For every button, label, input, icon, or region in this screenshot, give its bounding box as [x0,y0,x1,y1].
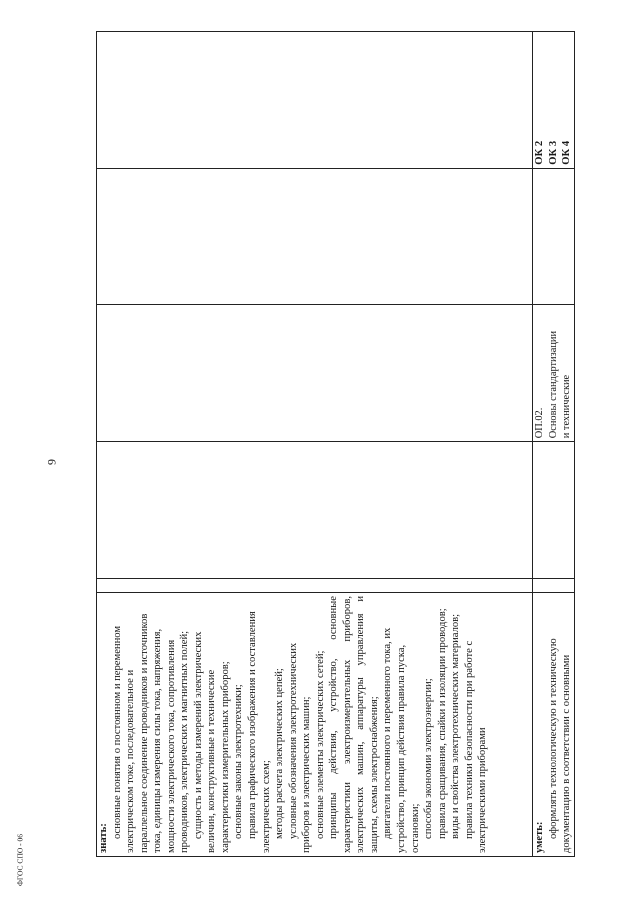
empty-cell [97,168,533,305]
knowledge-line: тока, единицы измерения силы тока, напряжения, [152,628,164,853]
table-row [533,32,575,857]
knowledge-heading: знать: [98,823,109,853]
knowledge-line: электрических машин, аппаратуры управления и [355,596,367,853]
knowledge-line: виды и свойства электротехнических материалов; [450,613,462,839]
discipline-code: ОП.02. [534,407,545,439]
knowledge-line: приборов и электрических машин; [301,696,313,853]
curriculum-table [96,31,573,857]
competency-code: ОК 2 [534,140,545,165]
competency-code: ОК 3 [547,140,559,165]
discipline-cell [533,305,575,442]
discipline-name: Основы стандартизации [547,330,559,439]
knowledge-line: основные элементы электрических сетей; [314,650,326,839]
discipline-name: и технические [561,374,573,439]
knowledge-line: основные законы электротехники; [233,684,245,839]
knowledge-line: защиты, схемы электроснабжения; [368,696,380,853]
competency-code: ОК 4 [561,140,573,165]
empty-cell [533,442,575,579]
empty-cell [97,579,533,593]
empty-cell [97,305,533,442]
knowledge-line: электрическими приборами [477,727,489,853]
knowledge-line: проводников, электрических и магнитных полей; [179,630,191,853]
page-number: 9 [44,459,59,465]
skills-heading: уметь: [534,821,545,853]
knowledge-line: электрическом токе, последовательное и [125,669,137,853]
empty-cell [533,579,575,593]
knowledge-line: двигатели постоянного и переменного тока, их [382,627,394,839]
knowledge-line: сущность и методы измерений электрических [192,631,204,839]
knowledge-line: величин, конструктивные и технические [206,669,218,853]
empty-cell [533,168,575,305]
knowledge-line: характеристики электроизмерительных приборов, [341,596,353,853]
footer-label: ФГОС СПО - 06 [15,833,25,887]
knowledge-line: электрических схем; [260,760,272,853]
knowledge-line: условные обозначения электротехнических [287,642,299,839]
knowledge-line: устройство, принцип действия правила пуска, [396,644,408,853]
empty-cell [97,442,533,579]
skills-cell [533,593,575,857]
knowledge-line: методы расчета электрических цепей; [274,668,286,839]
knowledge-line: принципы действия, устройство, основные [328,596,340,839]
knowledge-line: основные понятия о постоянном и переменном [111,625,123,839]
knowledge-line: параллельное соединение проводников и источников [138,613,150,853]
skills-line: оформлять технологическую и техническую [547,638,559,839]
competency-cell [533,32,575,169]
knowledge-line: мощности электрического тока, сопротивления [165,639,177,853]
knowledge-line: остановки; [409,803,421,853]
knowledge-line: правила сращивания, спайки и изоляции проводов; [436,608,448,839]
knowledge-line: способы экономии электроэнергии; [423,678,435,839]
knowledge-line: правила техники безопасности при работе с [463,640,475,839]
empty-cell [97,32,533,169]
knowledge-line: правила графического изображения и составления [247,611,259,839]
knowledge-line: характеристики измерительных приборов; [219,661,231,853]
skills-line: документацию в соответствии с основными [561,654,573,853]
knowledge-cell [97,593,533,857]
table-row [97,32,533,857]
